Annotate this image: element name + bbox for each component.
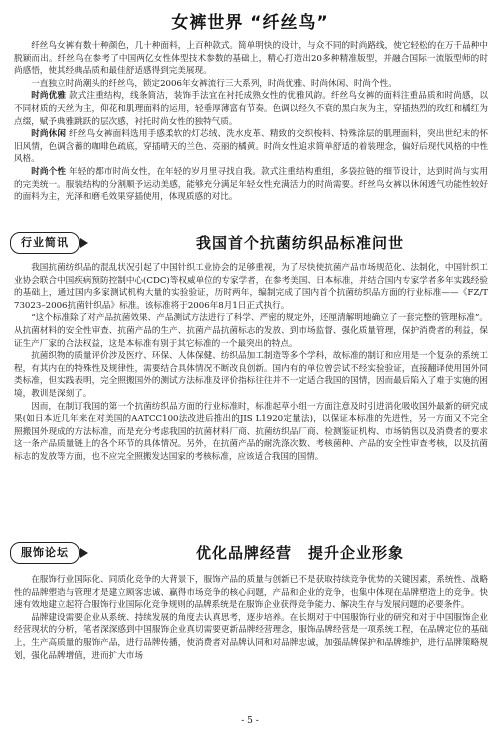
paragraph: 我国抗菌纺织品的混乱状况引起了中国针织工业协会的足够重视，为了尽快使抗菌产品市场规范化、法制化，中国针织工业协会联合中国疾病预防控制中心(CDC)等权威单位的专家学者，在参考美国、日本标准，并结合国内专家学者多年实践经验的基础上，通过国内多家测试机构大量的实验验证，历时两年，编制完成了国内首个抗菌纺织品方面的行业标准——《FZ/T 73023–2006抗菌针织品》标准。该标准将于2006年8月1日正式执行。: [14, 263, 488, 311]
paragraph: 一直独立时尚潮头的纤丝鸟，锁定2006年女裤流行三大系列，时尚优雅、时尚休闲、时尚个性。: [31, 78, 397, 89]
section-header-industry-news: [10, 230, 490, 256]
article-title-antibacterial-standard: 我国首个抗菌纺织品标准问世: [195, 234, 404, 252]
paragraph: [14, 90, 488, 128]
paragraph: 品牌建设需要企业从系统、持续发展的角度去认真思考，逐步培养。在长期对于中国服饰行业的研究和对于中国服饰企业经营现状的分析，笔者深深感到中国服饰企业真切需要更新品牌经营理念，服饰品牌经营是一项系统工程，在品牌定位的基础上，生产高质量的服饰产品，进行品牌传播，使消费者对品牌认同和对品牌忠诚，加强品牌保护和品牌维护，进行品牌策略规划，强化品牌增值，进而扩大市场: [14, 612, 488, 661]
paragraph-lead: 时尚休闲: [31, 129, 67, 140]
article-body-brand-management: [14, 574, 488, 662]
paragraph: 抗菌织物的质量评价涉及医疗、环保、人体保健、纺织品加工制造等多个学科，故标准的制订和应用是一个复杂的系统工程，有其内在的特殊性及规律性，需要结合具体情况不断改良创新。国内有的单位曾尝试不经实验验证，直接翻译使用国外同类标准，但实践表明，完全照搬国外的测试方法标准及评价指标往往并不一定适合我国的国情，因而最后陷入了难于实施的困境，教训是深刻了。: [14, 351, 488, 399]
article-title-womens-trousers: 女裤世界 “纤丝鸟”: [171, 13, 329, 33]
paragraph-lead: 时尚个性: [31, 166, 67, 177]
paragraph-text: 纤丝鸟女裤面料选用手感柔软的灯芯绒、洗水皮革、精致的交织梭料、特殊涂层的肌理面料，突出世纪末的怀旧风情，色调含蓄的咖啡色疏底，穿插晴天的兰色、亮丽的橘黄。时尚女性追求简单舒适的着装理念，偏好后现代风格的中性风格。: [14, 129, 488, 165]
paragraph: 纤丝鸟女裤有数十种颜色，几十种面料，上百种款式。简单明快的设计，与众不同的时尚路线，使它轻松的在万千品种中脱颖而出。纤丝鸟在参考了中国两亿女性体型技术参数的基础上，精心打造出20多种精准版型，并融合国际一流版型师的时尚感悟，使其经典品质和最佳舒适感得到完美展现。: [14, 41, 488, 77]
article-title-brand-management: 优化品牌经营 提升企业形象: [195, 544, 404, 562]
paragraph: [14, 166, 488, 204]
paragraph-text: 款式注重结构，线条简洁，装饰手法宜在衬托成熟女性的优雅风韵。纤丝鸟女裤的面料注重品质和时尚感，以不同材质的天丝为主，仰花和肌理面料的运用，轻垂厚薄富有节奏。色调以经久不衰的黑白灰为主，穿插热烈的玫红和橘红为点缀，赋予典雅跳跃的层次感，衬托时尚女性的独特气质。: [14, 91, 488, 127]
paragraph: 在服饰行业国际化、同质化竞争的大背景下，服饰产品的质量与创新已不是获取持续竞争优势的关键因素，系统性、战略性的品牌塑造与管理才是建立顾客忠诚、赢得市场竞争的核心问题，产品和企业的竞争，也集中体现在品牌塑造上的竞争。快速有效地建立起符合服饰行业国际化竞争规则的品牌系统是在服饰企业获得竞争能力、解决生存与发展问题的必要条件。: [14, 575, 488, 611]
paragraph: 因而，在制订我国的第一个抗菌纺织品方面的行业标准时，标准起草小组一方面注意及时引进消化吸收国外最新的研究成果(如日本近几年来在对美国的AATCC100法改进后推出的JIS L1920定量法)，以保证本标准的先进性，另一方面又不完全照搬国外现成的方法标准，而是充分考虑我国的抗菌材料厂商、抗菌纺织品厂商、检测鉴证机构、市场销售以及消费者的要求这一条产品质量链上的各个环节的具体情况。另外，在抗菌产品的耐洗涤次数、考核菌种、产品的安全性审查考核，以及抗菌标志的发放等方面，也不应完全照搬发达国家的考核标准，应该适合我国的国情。: [14, 401, 488, 462]
paragraph: [14, 128, 488, 166]
section-tag: 行业简讯: [10, 232, 80, 254]
article-body-antibacterial-standard: [14, 262, 488, 464]
paragraph-text: 年轻的都市时尚女性，在年轻的岁月里寻找自我。款式注重结构重组，多袋拉链的细节设计，达到时尚与实用的完美统一。服装结构的分割顺予运动美感，能够充分满足年轻女性充满活力的时尚需要。纤丝鸟女裤以休闲透气功能性较好的面料为主，光泽和磨毛效果穿插使用，体现质感的对比。: [14, 166, 488, 203]
article-body-womens-trousers: [14, 40, 488, 204]
section-header-apparel-forum: [10, 540, 490, 566]
page-number: - 5 -: [241, 716, 259, 726]
section-tag: 服饰论坛: [10, 542, 80, 564]
paragraph: “这个标准除了对产品抗菌效果、产品测试方法进行了科学、严密的规定外，还厘清解明地确立了一套完整的管理标准”。从抗菌材料的安全性审查、抗菌产品的生产、抗菌产品抗菌标志的发放、到市场监督、强化质量管理，保护消费者的利益，保证生产厂家的合法权益，这是本标准有别于其它标准的一个最突出的特点。: [14, 313, 488, 349]
paragraph-lead: 时尚优雅: [31, 91, 67, 102]
